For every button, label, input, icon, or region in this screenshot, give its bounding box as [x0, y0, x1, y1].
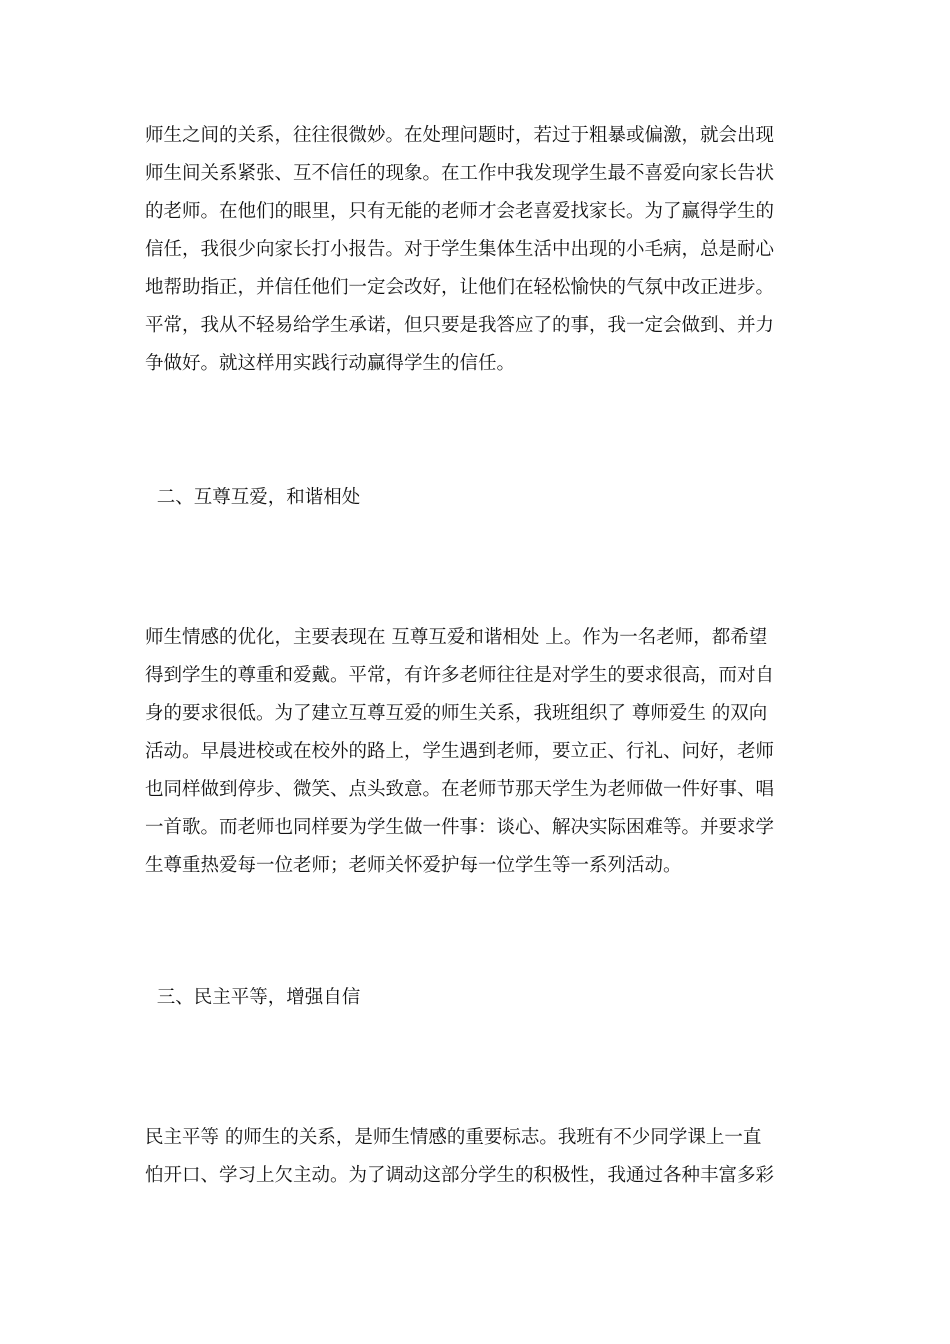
text-line: 平常，我从不轻易给学生承诺，但只要是我答应了的事，我一定会做到、并力: [145, 315, 775, 336]
paragraph-teacher-student-relationship: [145, 117, 805, 383]
text-line: 的老师。在他们的眼里，只有无能的老师才会老喜爱找家长。为了赢得学生的: [145, 201, 775, 222]
text-line: 怕开口、学习上欠主动。为了调动这部分学生的积极性，我通过各种丰富多彩: [145, 1165, 775, 1186]
section-heading-democracy-equality: 三、民主平等，增强自信: [145, 987, 361, 1008]
text-line: 师生间关系紧张、互不信任的现象。在工作中我发现学生最不喜爱向家长告状: [145, 163, 775, 184]
text-line: 活动。早晨进校或在校外的路上，学生遇到老师，要立正、行礼、问好，老师: [145, 741, 775, 762]
text-line: 争做好。就这样用实践行动赢得学生的信任。: [145, 353, 516, 374]
text-line: 师生之间的关系，往往很微妙。在处理问题时，若过于粗暴或偏激，就会出现: [145, 125, 775, 146]
text-line: 师生情感的优化，主要表现在 互尊互爱和谐相处 上。作为一名老师，都希望: [145, 627, 768, 648]
text-line: 身的要求很低。为了建立互尊互爱的师生关系，我班组织了 尊师爱生 的双向: [145, 703, 768, 724]
text-line: 也同样做到停步、微笑、点头致意。在老师节那天学生为老师做一件好事、唱: [145, 779, 775, 800]
paragraph-mutual-respect: [145, 619, 805, 885]
text-line: 民主平等 的师生的关系，是师生情感的重要标志。我班有不少同学课上一直: [145, 1127, 762, 1148]
section-heading-mutual-respect: 二、互尊互爱，和谐相处: [145, 487, 361, 508]
text-line: 信任，我很少向家长打小报告。对于学生集体生活中出现的小毛病，总是耐心: [145, 239, 775, 260]
text-line: 地帮助指正，并信任他们一定会改好，让他们在轻松愉快的气氛中改正进步。: [145, 277, 775, 298]
text-line: 一首歌。而老师也同样要为学生做一件事：谈心、解决实际困难等。并要求学: [145, 817, 775, 838]
text-line: 得到学生的尊重和爱戴。平常，有许多老师往往是对学生的要求很高，而对自: [145, 665, 775, 686]
paragraph-democracy-equality: [145, 1119, 805, 1195]
text-line: 生尊重热爱每一位老师；老师关怀爱护每一位学生等一系列活动。: [145, 855, 682, 876]
